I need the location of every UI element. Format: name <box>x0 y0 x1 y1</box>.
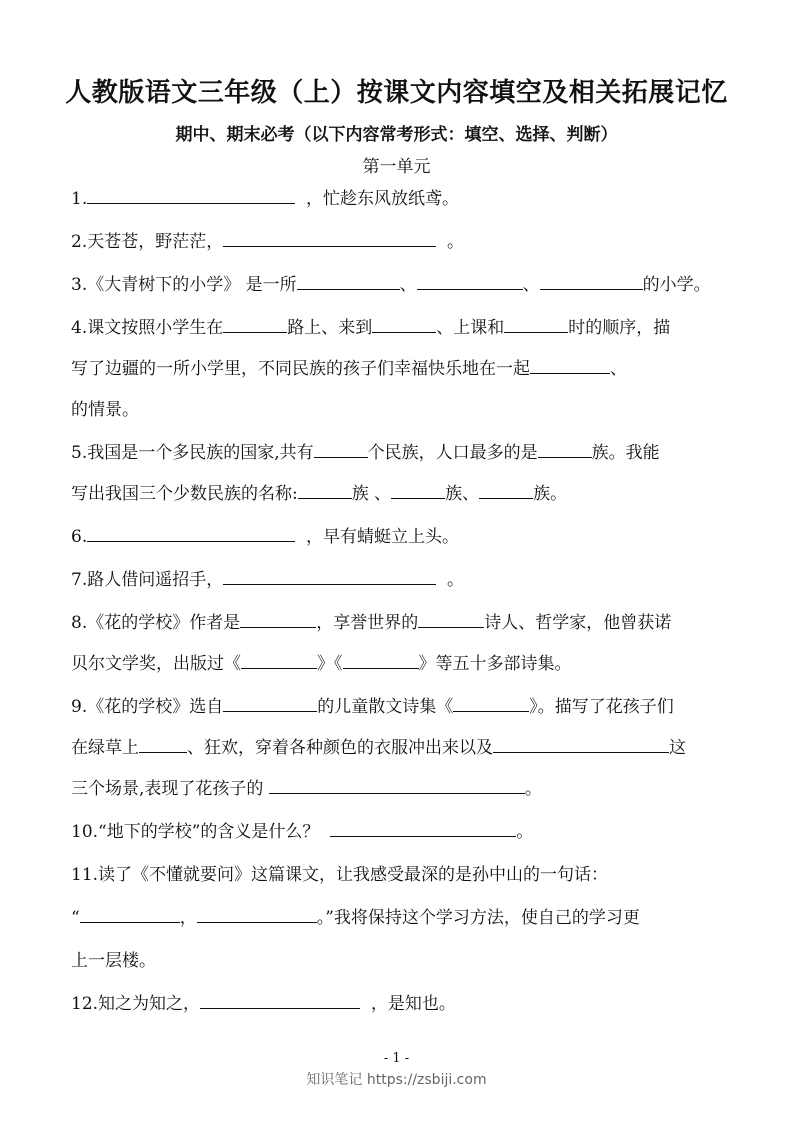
blank[interactable] <box>200 992 360 1009</box>
blank[interactable] <box>530 357 610 374</box>
question-9: 9.《花的学校》选自 的儿童散文诗集《 》。描写了花孩子们 <box>71 697 674 717</box>
blank[interactable] <box>453 695 529 712</box>
blank[interactable] <box>223 568 436 585</box>
question-11-line-3: 上一层楼。 <box>71 951 156 971</box>
blank[interactable] <box>297 273 400 290</box>
question-8-line-2: 贝尔文学奖，出版过《 》《 》等五十多部诗集。 <box>71 654 572 674</box>
blank[interactable] <box>538 441 592 458</box>
blank[interactable] <box>87 187 295 204</box>
blank[interactable] <box>80 906 180 923</box>
blank[interactable] <box>241 652 317 669</box>
blank[interactable] <box>223 316 287 333</box>
blank[interactable] <box>223 230 436 247</box>
question-11: 11.读了《不懂就要问》这篇课文，让我感受最深的是孙中山的一句话： <box>71 865 609 885</box>
question-5: 5.我国是一个多民族的国家,共有 个民族，人口最多的是 族。我能 <box>71 443 660 463</box>
question-8: 8.《花的学校》作者是 ，享誉世界的 诗人、哲学家，他曾获诺 <box>71 613 672 633</box>
blank[interactable] <box>87 525 295 542</box>
question-4-line-2: 写了边疆的一所小学里，不同民族的孩子们幸福快乐地在一起 、 <box>71 359 627 379</box>
blank[interactable] <box>479 482 533 499</box>
blank[interactable] <box>197 906 317 923</box>
blank[interactable] <box>269 777 525 794</box>
question-4: 4.课文按照小学生在 路上、来到 、上课和 时的顺序，描 <box>71 318 671 338</box>
blank[interactable] <box>330 820 516 837</box>
question-11-line-2: “ ， 。”我将保持这个学习方法，使自己的学习更 <box>71 908 640 928</box>
question-5-line-2: 写出我国三个少数民族的名称: 族 、 族、 族。 <box>71 484 568 504</box>
blank[interactable] <box>223 695 317 712</box>
blank[interactable] <box>372 316 436 333</box>
unit-heading: 第一单元 <box>362 157 431 177</box>
question-9-line-2: 在绿草上 、狂欢，穿着各种颜色的衣服冲出来以及 这 <box>71 738 686 758</box>
question-10: 10.“地下的学校”的含义是什么？ 。 <box>71 822 534 842</box>
blank[interactable] <box>240 611 316 628</box>
question-2: 2.天苍苍，野茫茫， 。 <box>71 232 465 252</box>
page-subtitle: 期中、期末必考（以下内容常考形式：填空、选择、判断） <box>175 125 618 145</box>
blank[interactable] <box>298 482 352 499</box>
question-7: 7.路人借问遥招手， 。 <box>71 570 465 590</box>
question-12: 12.知之为知之， ，是知也。 <box>71 994 456 1014</box>
blank[interactable] <box>418 611 484 628</box>
blank[interactable] <box>391 482 445 499</box>
blank[interactable] <box>417 273 523 290</box>
question-4-line-3: 的情景。 <box>71 400 139 420</box>
blank[interactable] <box>504 316 568 333</box>
blank[interactable] <box>139 736 187 753</box>
page-number: - 1 - <box>383 1051 410 1066</box>
blank[interactable] <box>314 441 368 458</box>
source-watermark: 知识笔记 https://zsbiji.com <box>306 1072 487 1088</box>
question-6: 6. ，早有蜻蜓立上头。 <box>71 527 460 547</box>
blank[interactable] <box>540 273 643 290</box>
blank[interactable] <box>343 652 419 669</box>
question-9-line-3: 三个场景,表现了花孩子的 。 <box>71 779 542 799</box>
page-title: 人教版语文三年级（上）按课文内容填空及相关拓展记忆 <box>65 78 728 108</box>
question-1: 1. ，忙趁东风放纸鸢。 <box>71 189 460 209</box>
blank[interactable] <box>493 736 669 753</box>
question-3: 3.《大青树下的小学》 是一所 、 、 的小学。 <box>71 275 711 295</box>
